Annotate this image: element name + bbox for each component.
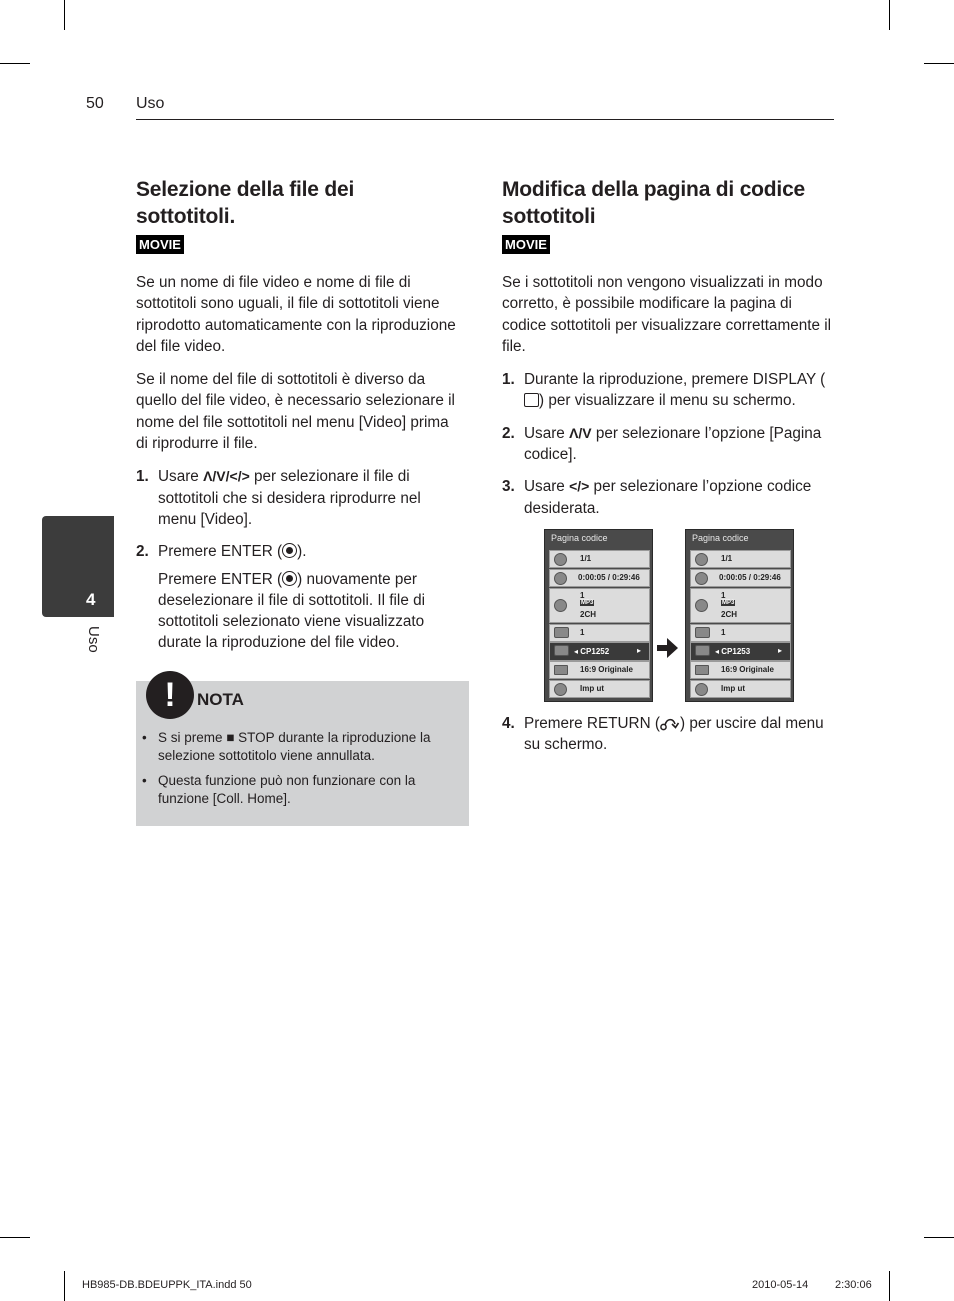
- codepage-icon: [554, 645, 569, 656]
- footer-date: 2010-05-14: [752, 1279, 809, 1291]
- osd-row: 1: [549, 624, 650, 642]
- aspect-icon: [554, 665, 568, 675]
- left-column: [136, 176, 456, 665]
- osd-row: 1: [690, 624, 791, 642]
- right-arrow-icon: ▸: [777, 646, 782, 655]
- osd-screen-before: [544, 529, 653, 702]
- step-item: [136, 541, 456, 653]
- right-arrow-icon: ▸: [636, 646, 641, 655]
- osd-title: Pagina codice: [692, 533, 749, 543]
- section-heading: Selezione della file dei sottotitoli.: [136, 178, 355, 228]
- step-number: 1.: [502, 371, 515, 389]
- audio-icon: [554, 599, 567, 612]
- right-column: [502, 176, 834, 530]
- step-number: 2.: [136, 543, 149, 561]
- chapter-label-wrap: [84, 626, 104, 666]
- note-item: • Questa funzione può non funzionare con la funzione [Coll. Home].: [142, 773, 416, 806]
- crop-mark: [0, 1237, 30, 1238]
- footer-file: HB985-DB.BDEUPPK_ITA.indd 50: [82, 1279, 252, 1291]
- section-title: Uso: [136, 95, 165, 112]
- note-list: [142, 729, 460, 815]
- crop-mark: [924, 63, 954, 64]
- step-item: 1. Durante la riproduzione, premere DISPLAY () per visualizzare il menu su schermo.: [502, 369, 834, 412]
- return-icon: [660, 716, 680, 731]
- osd-row: 0:00:05 / 0:29:46: [690, 569, 791, 587]
- movie-badge: MOVIE: [136, 235, 184, 254]
- enter-icon: [282, 543, 297, 558]
- arrow-keys-icon: Λ/V/</>: [203, 468, 250, 485]
- osd-row: 1 MP3 2CH: [549, 588, 650, 623]
- title-icon: [695, 553, 708, 566]
- paragraph: Se il nome del file di sottotitoli è diverso da quello del file video, è necessario selezionare il nome del file sottotitoli nel menu [Video] prima di riprodurre il file.: [136, 371, 455, 453]
- osd-row: Imp ut: [690, 680, 791, 698]
- settings-icon: [695, 683, 708, 696]
- step-number: 4.: [502, 715, 515, 732]
- osd-row-selected: ◂ CP1252 ▸: [549, 642, 650, 661]
- osd-row: Imp ut: [549, 680, 650, 698]
- step-number: 3.: [502, 478, 515, 496]
- osd-row: 1/1: [690, 550, 791, 568]
- osd-title: Pagina codice: [551, 533, 608, 543]
- crop-mark: [64, 0, 65, 30]
- step-text: Premere ENTER (: [158, 543, 283, 561]
- crop-mark: [0, 63, 30, 64]
- display-icon: [524, 393, 539, 407]
- chapter-label: Uso: [85, 626, 102, 653]
- header-rule: [136, 119, 834, 120]
- exclamation-icon: !: [146, 671, 194, 719]
- step-subtext: Premere ENTER ( ) nuovamente per deselezionare il file di sottotitoli. Il file di sottotitoli selezionato viene visualizzato durate la riproduzione del file video.: [158, 570, 425, 652]
- chapter-number: 4: [86, 590, 96, 609]
- crop-mark: [889, 1271, 890, 1301]
- left-right-keys-icon: </>: [569, 478, 590, 495]
- note-item: • S si preme ■ STOP durante la riproduzione la selezione sottotitolo viene annullata.: [142, 730, 431, 763]
- title-icon: [554, 553, 567, 566]
- subtitle-icon: [695, 627, 710, 638]
- arrow-right-icon: [657, 636, 679, 660]
- subtitle-icon: [554, 627, 569, 638]
- clock-icon: [554, 572, 567, 585]
- settings-icon: [554, 683, 567, 696]
- steps-list: [502, 369, 834, 519]
- osd-row-selected: ◂ CP1253 ▸: [690, 642, 791, 661]
- osd-row: 16:9 Originale: [690, 661, 791, 679]
- osd-row: 16:9 Originale: [549, 661, 650, 679]
- page-number: 50: [86, 95, 104, 112]
- osd-screen-after: [685, 529, 794, 702]
- codepage-icon: [695, 645, 710, 656]
- section-heading: Modifica della pagina di codice sottotitoli: [502, 178, 806, 228]
- crop-mark: [64, 1271, 65, 1301]
- crop-mark: [924, 1237, 954, 1238]
- paragraph: Se i sottotitoli non vengono visualizzati in modo corretto, è possibile modificare la pagina di codice sottotitoli per visualizzare correttamente il file.: [502, 274, 832, 355]
- steps-list: [136, 466, 456, 653]
- step-number: 2.: [502, 424, 515, 442]
- osd-row: 1 MP3 2CH: [690, 588, 791, 623]
- step-item: 3. Usare </> per selezionare l’opzione codice desiderata.: [502, 476, 834, 519]
- step-text: Usare: [158, 468, 204, 486]
- step-item: 4. Premere RETURN ( ) per uscire dal menu su schermo.: [502, 713, 834, 767]
- step-item: [136, 466, 456, 530]
- up-down-keys-icon: Λ/V: [569, 424, 592, 441]
- osd-row: 1/1: [549, 550, 650, 568]
- step-text: per selezionare il file di sottotitoli che si desidera riprodurre nel menu [Video].: [158, 468, 421, 528]
- step-text: ).: [297, 543, 307, 561]
- crop-mark: [889, 0, 890, 30]
- osd-row: 0:00:05 / 0:29:46: [549, 569, 650, 587]
- enter-icon: [282, 571, 297, 586]
- paragraph: Se un nome di file video e nome di file di sottotitoli sono uguali, il file di sottotitoli viene riprodotto automaticamente con la riproduzione del file video.: [136, 274, 456, 355]
- footer-time: 2:30:06: [835, 1279, 872, 1291]
- note-title: NOTA: [197, 690, 244, 709]
- clock-icon: [695, 572, 708, 585]
- step-item: 2. Usare Λ/V per selezionare l’opzione [Pagina codice].: [502, 423, 834, 466]
- movie-badge: MOVIE: [502, 235, 550, 254]
- aspect-icon: [695, 665, 709, 675]
- chapter-tab: [42, 516, 114, 617]
- audio-icon: [695, 599, 708, 612]
- step-number: 1.: [136, 468, 149, 486]
